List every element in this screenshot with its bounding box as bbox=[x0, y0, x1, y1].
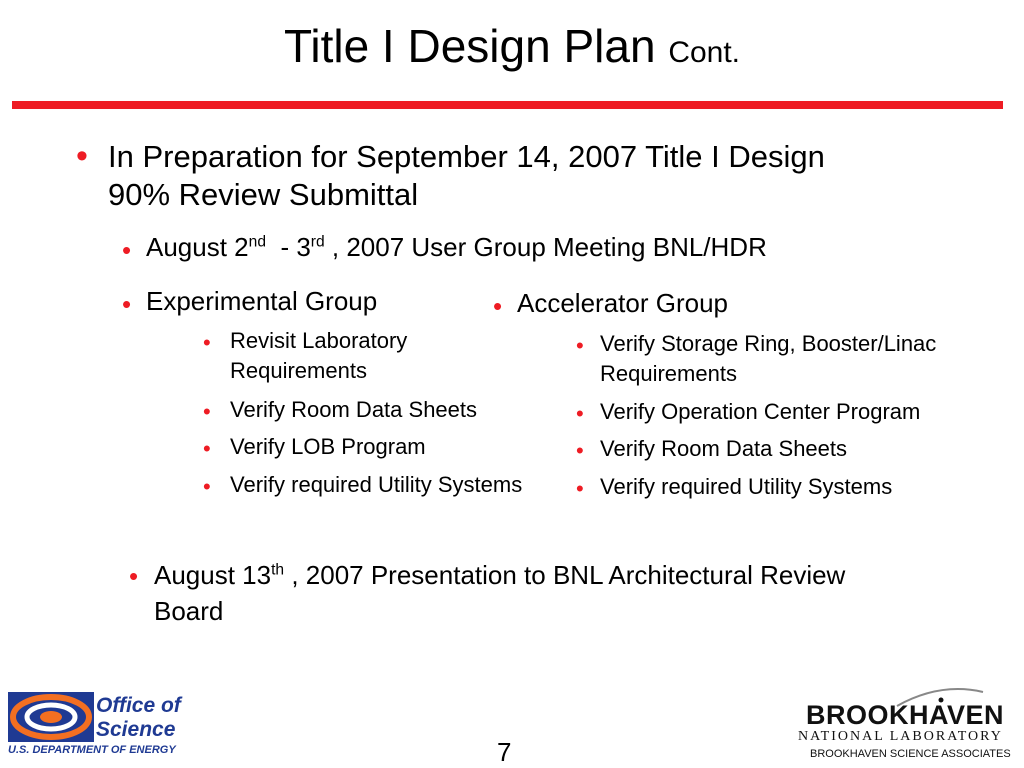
title-cont: Cont. bbox=[668, 36, 741, 69]
slide-title bbox=[0, 18, 1024, 81]
meeting-description: , 2007 User Group Meeting BNL/HDR bbox=[324, 232, 767, 262]
page-number: 7 bbox=[497, 737, 512, 767]
bullet-marker: • bbox=[122, 289, 132, 319]
bullet-marker: • bbox=[576, 438, 584, 463]
list-item-line: Verify Storage Ring, Booster/Linac bbox=[600, 331, 937, 356]
list-item-line: Revisit Laboratory bbox=[230, 328, 408, 353]
list-item bbox=[600, 329, 936, 389]
main-bullet-line2: 90% Review Submittal bbox=[108, 177, 419, 212]
department-of-energy-label: U.S. DEPARTMENT OF ENERGY bbox=[8, 744, 176, 756]
list-item: Verify required Utility Systems bbox=[600, 474, 893, 499]
list-item: Verify LOB Program bbox=[230, 434, 426, 459]
bullet-marker: • bbox=[203, 399, 211, 424]
main-bullet bbox=[108, 138, 825, 214]
ordinal-suffix: rd bbox=[310, 233, 325, 251]
bullet-marker: • bbox=[122, 235, 132, 265]
bullet-marker: • bbox=[203, 436, 211, 461]
office-wordmark-line1: Office of bbox=[96, 694, 181, 717]
list-item bbox=[230, 326, 407, 386]
bullet-marker: • bbox=[129, 561, 139, 591]
title-main: Title I Design Plan bbox=[283, 20, 656, 72]
presentation-description: , 2007 Presentation to BNL Architectural Review bbox=[284, 560, 846, 590]
bullet-marker: • bbox=[203, 330, 211, 355]
title-divider bbox=[12, 101, 1003, 109]
bullet-marker: • bbox=[493, 291, 503, 321]
bullet-marker: • bbox=[203, 474, 211, 499]
experimental-group-heading: Experimental Group bbox=[146, 286, 378, 316]
meeting-date-end: - 3 bbox=[266, 232, 311, 262]
bullet-marker: • bbox=[576, 333, 584, 358]
meeting-date-start: August 2 bbox=[146, 232, 249, 262]
presentation-bullet-line2: Board bbox=[154, 596, 224, 626]
bullet-marker: • bbox=[576, 476, 584, 501]
list-item: Verify Room Data Sheets bbox=[600, 436, 848, 461]
national-laboratory-label: NATIONAL LABORATORY bbox=[798, 729, 1003, 744]
office-of-science-wordmark bbox=[96, 694, 181, 742]
bullet-marker: • bbox=[76, 137, 88, 175]
list-item: Verify required Utility Systems bbox=[230, 472, 523, 497]
accelerator-group-heading: Accelerator Group bbox=[517, 288, 728, 318]
ordinal-suffix: th bbox=[271, 561, 285, 579]
brookhaven-wordmark: BROOKHAVEN bbox=[806, 700, 1005, 730]
presentation-bullet bbox=[154, 557, 845, 629]
list-item-line: Requirements bbox=[600, 361, 737, 386]
presentation-date: August 13 bbox=[154, 560, 272, 590]
bullet-marker: • bbox=[576, 401, 584, 426]
presentation-bullet-line1 bbox=[154, 557, 845, 593]
main-bullet-line1: In Preparation for September 14, 2007 Title I Design bbox=[108, 139, 825, 174]
office-wordmark-line2: Science bbox=[96, 718, 176, 741]
brookhaven-science-associates-label: BROOKHAVEN SCIENCE ASSOCIATES bbox=[810, 748, 1011, 760]
ordinal-suffix: nd bbox=[248, 233, 266, 251]
list-item-line: Requirements bbox=[230, 358, 367, 383]
meeting-bullet bbox=[146, 231, 767, 263]
office-of-science-emblem-icon bbox=[8, 692, 94, 742]
list-item: Verify Operation Center Program bbox=[600, 399, 921, 424]
list-item: Verify Room Data Sheets bbox=[230, 397, 478, 422]
